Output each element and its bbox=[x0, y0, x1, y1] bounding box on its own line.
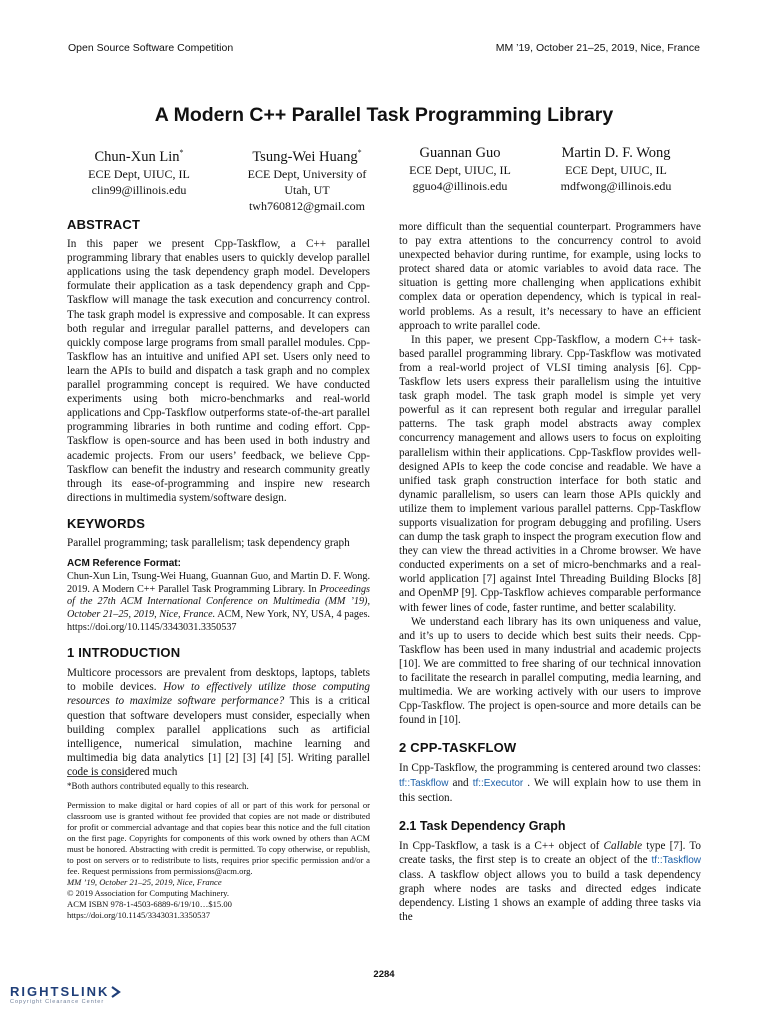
author-block bbox=[232, 144, 382, 214]
page-number: 2284 bbox=[373, 969, 395, 980]
permission-text: Permission to make digital or hard copies of all or part of this work for personal or classroom use is granted without fee provided that copies are not made or distributed for profit or commercial advantage and that copies bear this notice and the full citation on the first page. Copyrights for components of this work owned by others than ACM must be honored. Abstracting with credit is permitted. To copy otherwise, or republish, to post on servers or to redistribute to lists, requires prior specific permission and/or a fee. Request permissions from permissions@acm.org. bbox=[67, 800, 370, 876]
code-token: tf::Executor bbox=[472, 777, 524, 789]
keywords-heading: KEYWORDS bbox=[67, 515, 146, 531]
author-affiliation: ECE Dept, UIUC, IL bbox=[565, 163, 667, 177]
abstract-heading: ABSTRACT bbox=[67, 217, 141, 232]
rightslink-arrow-icon bbox=[110, 985, 124, 999]
equal-contribution-mark: * bbox=[179, 148, 184, 157]
author-affiliation: ECE Dept, UIUC, IL bbox=[409, 163, 511, 177]
subsection-2-1-text: In Cpp-Taskflow, a task is a C++ object of Callable type [7]. To create tasks, the first step is to create an object of the tf::Taskflow class. A taskflow object allows you to build a task dependency graph where nodes are tasks and directed edges indicate dependency. Listing 1 shows an example of adding three tasks via the bbox=[399, 839, 702, 924]
paper-title: A Modern C++ Parallel Task Programming Library bbox=[154, 104, 614, 126]
footnote-rule bbox=[67, 776, 127, 777]
abstract-text: In this paper we present Cpp-Taskflow, a C++ parallel programming library that enables users to quickly develop parallel applications using the task dependency graph model. Developers formulate their application as a task dependency graph and Cpp-Taskflow will manage the task execution and concurrency control. The task graph model is expressive and composable. It can express both regular and irregular parallel patterns, and developers can quickly compose large programs from small parallel modules. Cpp-Taskflow has an intuitive and unified API set. Users only need to learn the APIs to build and dispatch a task graph and no complex parallel programming concept is required. We have conducted experiments using both micro-benchmarks and real-world applications and Cpp-Taskflow outperforms state-of-the-art parallel programming libraries in both runtime and coding effort. Cpp-Taskflow is open-source and has been used in both industry and academic projects. From our users’ feedback, we believe Cpp-Taskflow can benefit the industry and research community greatly through its ease-of-programming and inspire new research directions in multimedia system/software design. bbox=[67, 238, 370, 504]
permission-conference: MM ’19, October 21–25, 2019, Nice, France bbox=[67, 877, 222, 887]
intro-paragraph: We understand each library has its own uniqueness and value, and it’s up to users to decide which best suits their needs. Cpp-Taskflow has been used in many industrial and academic projects [10]. We are committed to free sharing of our technical innovation to facilitate the research in parallel computing, media learning, and multimedia. We are working actively with our users to improve Cpp-Taskflow. The project is open-source and more details can be found in [10]. bbox=[399, 615, 701, 727]
section-2-heading: 2 CPP-TASKFLOW bbox=[399, 740, 517, 756]
author-email: twh760812@gmail.com bbox=[248, 198, 366, 213]
author-email: gguo4@illinois.edu bbox=[412, 179, 508, 193]
code-token: tf::Taskflow bbox=[399, 777, 449, 789]
section-2-text: In Cpp-Taskflow, the programming is centered around two classes: tf::Taskflow and tf::Executor . We will explain how to use them in this section. bbox=[399, 762, 702, 804]
author-email: clin99@illinois.edu bbox=[91, 182, 187, 197]
author-name: Martin D. F. Wong bbox=[561, 145, 671, 161]
code-token: tf::Taskflow bbox=[651, 854, 701, 866]
author-affiliation: Utah, UT bbox=[284, 182, 330, 197]
rightslink-tagline: Copyright Clearance Center bbox=[10, 999, 105, 1005]
left-column bbox=[67, 218, 370, 779]
permission-copyright: © 2019 Association for Computing Machinery. bbox=[67, 888, 230, 898]
intro-continued-paragraph: more difficult than the sequential counterpart. Programmers have to pay extra attentions to the concurrency control to avoid unexpected behavior during runtime, for example, using locks to protect shared data or atomic variables to avoid data race. The situation is getting more challenging when applications exhibit complex data or operation dependency, which is typical in real-world problems. As a result, it’s necessary to have an efficient approach to write parallel code. bbox=[399, 221, 701, 332]
right-column bbox=[399, 220, 701, 924]
permission-isbn: ACM ISBN 978-1-4503-6889-6/19/10…$15.00 bbox=[67, 899, 232, 909]
subsection-2-1-heading: 2.1 Task Dependency Graph bbox=[399, 818, 566, 833]
introduction-heading: 1 INTRODUCTION bbox=[67, 645, 181, 661]
keywords-text: Parallel programming; task parallelism; task dependency graph bbox=[67, 536, 350, 549]
rightslink-logo[interactable] bbox=[10, 984, 124, 1005]
permission-block bbox=[67, 800, 370, 921]
running-header-left: Open Source Software Competition bbox=[68, 42, 234, 54]
author-email: mdfwong@illinois.edu bbox=[560, 179, 672, 193]
author-name: Tsung-Wei Huang bbox=[252, 148, 358, 165]
rightslink-wordmark: RIGHTSLINK bbox=[10, 984, 110, 999]
author-affiliation: ECE Dept, UIUC, IL bbox=[88, 166, 190, 181]
author-name: Chun-Xun Lin bbox=[94, 148, 180, 165]
permission-doi: https://doi.org/10.1145/3343031.3350537 bbox=[67, 910, 210, 920]
running-header-right: MM ’19, October 21–25, 2019, Nice, France bbox=[495, 42, 700, 54]
author-name: Guannan Guo bbox=[419, 145, 501, 161]
equal-contribution-mark: * bbox=[357, 148, 362, 157]
footnote: *Both authors contributed equally to this research. bbox=[67, 781, 249, 791]
intro-paragraph: In this paper, we present Cpp-Taskflow, a modern C++ task-based parallel programming library. Cpp-Taskflow was motivated from a real-world project of VLSI timing analysis [6]. Cpp-Taskflow lets users express their parallelism using the intuitive task graph model. The task graph model is simple yet very powerful as it can represent both regular and irregular parallel patterns. The task graph model abstracts away complex concurrency management and allows users to focus on exploiting parallelism within their applications. Cpp-Taskflow provides well-designed APIs to keep the code concise and readable. We have a unified task graph construction interface for both static and dynamic parallelism, so users can learn those APIs quickly and utilize them to implement various parallel patterns. Cpp-Taskflow supports visualization for program debugging and profiling. Users can dump the task graph to inspect the program execution flow and they can view the thread activities in a Chrome browser. We have conducted experiments on a set of micro-benchmarks and a real-world application [7] against Intel Threading Building Blocks [8] and OpenMP [9]. Cpp-Taskflow achieves comparable performance with fewer lines of code, faster runtime, and better scalability. bbox=[399, 333, 701, 614]
reference-format-label: ACM Reference Format: bbox=[67, 558, 181, 570]
reference-format-text: Chun-Xun Lin, Tsung-Wei Huang, Guannan Guo, and Martin D. F. Wong. 2019. A Modern C++ Parallel Task Programming Library. In Proceedings of the 27th ACM International Conference on Multimedia (MM ’19), October 21–25, 2019, Nice, France. ACM, New York, NY, USA, 4 pages. https://doi.org/10.1145/3343031.3350537 bbox=[67, 571, 370, 633]
author-block bbox=[64, 144, 214, 198]
author-block bbox=[543, 144, 689, 194]
author-block bbox=[390, 144, 530, 194]
author-affiliation: ECE Dept, University of bbox=[247, 166, 367, 181]
introduction-text: Multicore processors are prevalent from desktops, laptops, tablets to mobile devices. How to effectively utilize those computing resources to maximize software performance? This is a critical question that software developers must consider, especially when building complex parallel applications such as artificial intelligence, numerical simulation, machine learning and multimedia big data analytics [1] [2] [3] [4] [5]. Writing parallel code is considered much bbox=[67, 667, 370, 778]
